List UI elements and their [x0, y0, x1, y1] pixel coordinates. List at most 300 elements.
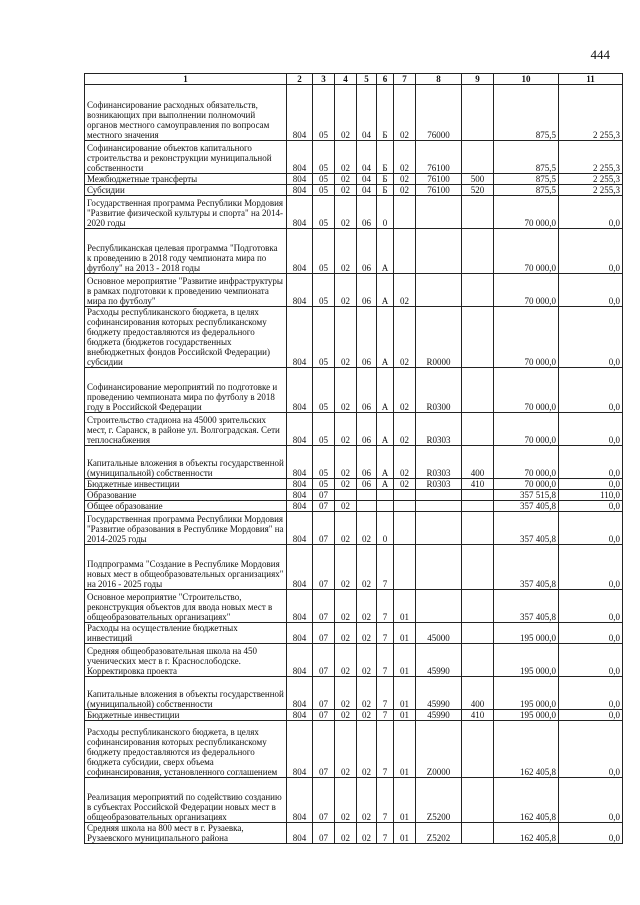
cell-c11: 0,0 — [559, 229, 623, 274]
row-name: Субсидии — [85, 185, 287, 196]
cell-c7: 02 — [394, 446, 416, 479]
table-row — [85, 307, 623, 368]
row-name: Средняя общеобразовательная школа на 450 ученических мест в г. Краснослободске. Корректировка проекта — [85, 644, 287, 677]
cell-c2: 804 — [287, 721, 313, 778]
table-row — [85, 174, 623, 185]
cell-c11: 0,0 — [559, 479, 623, 490]
table-row — [85, 479, 623, 490]
cell-c4: 02 — [335, 307, 357, 368]
cell-c10: 875,5 — [494, 85, 559, 141]
table-row — [85, 823, 623, 844]
cell-c9 — [462, 545, 494, 590]
cell-c3: 07 — [313, 778, 335, 823]
cell-c8: 76100 — [416, 185, 462, 196]
cell-c5: 02 — [357, 823, 377, 844]
cell-c3: 05 — [313, 141, 335, 174]
cell-c8: Z0000 — [416, 721, 462, 778]
cell-c11: 2 255,3 — [559, 141, 623, 174]
cell-c5: 06 — [357, 413, 377, 446]
table-row — [85, 196, 623, 229]
table-row — [85, 229, 623, 274]
row-name: Строительство стадиона на 45000 зрительских мест, г. Саранск, в районе ул. Волгоградская. Сети теплоснабжения — [85, 413, 287, 446]
cell-c7: 01 — [394, 721, 416, 778]
cell-c10: 195 000,0 — [494, 710, 559, 721]
cell-c8: 45990 — [416, 644, 462, 677]
cell-c9 — [462, 307, 494, 368]
cell-c9 — [462, 490, 494, 501]
cell-c10: 357 405,8 — [494, 590, 559, 623]
cell-c7: 01 — [394, 644, 416, 677]
row-name: Расходы на осуществление бюджетных инвестиций — [85, 623, 287, 644]
table-row — [85, 413, 623, 446]
cell-c11: 110,0 — [559, 490, 623, 501]
cell-c10: 357 405,8 — [494, 501, 559, 512]
cell-c9: 410 — [462, 479, 494, 490]
cell-c2: 804 — [287, 174, 313, 185]
cell-c3: 07 — [313, 490, 335, 501]
row-name: Государственная программа Республики Мордовия "Развитие физической культуры и спорта" на 2014-2020 годы — [85, 196, 287, 229]
cell-c2: 804 — [287, 590, 313, 623]
cell-c10: 70 000,0 — [494, 274, 559, 307]
cell-c4: 02 — [335, 413, 357, 446]
cell-c3: 05 — [313, 413, 335, 446]
cell-c10: 162 405,8 — [494, 823, 559, 844]
cell-c11: 0,0 — [559, 778, 623, 823]
cell-c9 — [462, 501, 494, 512]
cell-c10: 70 000,0 — [494, 446, 559, 479]
cell-c6: А — [377, 446, 394, 479]
cell-c7: 02 — [394, 85, 416, 141]
cell-c6: А — [377, 307, 394, 368]
cell-c2: 804 — [287, 823, 313, 844]
cell-c11: 0,0 — [559, 196, 623, 229]
cell-c8: 76100 — [416, 141, 462, 174]
cell-c10: 195 000,0 — [494, 677, 559, 710]
cell-c2: 804 — [287, 677, 313, 710]
cell-c7 — [394, 501, 416, 512]
cell-c7: 02 — [394, 479, 416, 490]
cell-c6: 7 — [377, 721, 394, 778]
cell-c6: А — [377, 274, 394, 307]
cell-c9: 400 — [462, 677, 494, 710]
cell-c8: 45990 — [416, 710, 462, 721]
cell-c9: 410 — [462, 710, 494, 721]
cell-c8: 76100 — [416, 174, 462, 185]
column-header-6: 6 — [377, 74, 394, 85]
cell-c7 — [394, 196, 416, 229]
cell-c11: 0,0 — [559, 368, 623, 413]
cell-c3: 05 — [313, 85, 335, 141]
cell-c5: 06 — [357, 446, 377, 479]
table-row — [85, 141, 623, 174]
column-header-7: 7 — [394, 74, 416, 85]
cell-c8 — [416, 490, 462, 501]
table-row — [85, 710, 623, 721]
cell-c4: 02 — [335, 174, 357, 185]
cell-c6: А — [377, 479, 394, 490]
cell-c5: 02 — [357, 721, 377, 778]
cell-c6 — [377, 501, 394, 512]
cell-c10: 195 000,0 — [494, 623, 559, 644]
cell-c2: 804 — [287, 512, 313, 545]
cell-c5: 02 — [357, 644, 377, 677]
row-name: Образование — [85, 490, 287, 501]
cell-c9 — [462, 623, 494, 644]
cell-c6: 7 — [377, 590, 394, 623]
cell-c8: Z5202 — [416, 823, 462, 844]
budget-table — [84, 73, 623, 844]
cell-c3: 07 — [313, 590, 335, 623]
cell-c2: 804 — [287, 274, 313, 307]
row-name: Государственная программа Республики Мордовия "Развитие образования в Республике Мордовия" на 2014-2025 годы — [85, 512, 287, 545]
cell-c5: 02 — [357, 778, 377, 823]
cell-c4: 02 — [335, 141, 357, 174]
cell-c11: 0,0 — [559, 274, 623, 307]
cell-c6: 7 — [377, 545, 394, 590]
table-row — [85, 85, 623, 141]
cell-c4: 02 — [335, 229, 357, 274]
cell-c8 — [416, 501, 462, 512]
row-name: Расходы республиканского бюджета, в целях софинансирования которых республиканскому бюджету предоставляются из федерального бюджета субсидии, сверх объема софинансирования, установленного соглашением — [85, 721, 287, 778]
cell-c5: 04 — [357, 174, 377, 185]
cell-c7: 01 — [394, 710, 416, 721]
cell-c9: 520 — [462, 185, 494, 196]
cell-c2: 804 — [287, 623, 313, 644]
cell-c3: 07 — [313, 710, 335, 721]
cell-c5: 06 — [357, 307, 377, 368]
cell-c7 — [394, 512, 416, 545]
cell-c7: 02 — [394, 141, 416, 174]
cell-c8 — [416, 229, 462, 274]
cell-c7 — [394, 545, 416, 590]
cell-c2: 804 — [287, 141, 313, 174]
cell-c10: 70 000,0 — [494, 479, 559, 490]
row-name: Республиканская целевая программа "Подготовка к проведению в 2018 году чемпионата мира по футболу" на 2013 - 2018 годы — [85, 229, 287, 274]
cell-c8: R0303 — [416, 446, 462, 479]
cell-c5: 04 — [357, 141, 377, 174]
cell-c7: 02 — [394, 274, 416, 307]
cell-c6: А — [377, 368, 394, 413]
cell-c6: Б — [377, 141, 394, 174]
cell-c4: 02 — [335, 274, 357, 307]
cell-c6: 7 — [377, 710, 394, 721]
cell-c8: 45000 — [416, 623, 462, 644]
table-row — [85, 274, 623, 307]
cell-c4: 02 — [335, 368, 357, 413]
table-row — [85, 644, 623, 677]
cell-c5: 06 — [357, 196, 377, 229]
row-name: Межбюджетные трансферты — [85, 174, 287, 185]
cell-c8 — [416, 512, 462, 545]
cell-c9 — [462, 229, 494, 274]
cell-c2: 804 — [287, 307, 313, 368]
cell-c3: 05 — [313, 479, 335, 490]
cell-c7: 01 — [394, 823, 416, 844]
row-name: Расходы республиканского бюджета, в целях софинансирования которых республиканскому бюджету предоставляются из федерального бюджета (бюджетов государственных внебюджетных фондов Российской Федерации) субсидии — [85, 307, 287, 368]
cell-c11: 0,0 — [559, 413, 623, 446]
cell-c6: 7 — [377, 677, 394, 710]
column-header-5: 5 — [357, 74, 377, 85]
cell-c9 — [462, 644, 494, 677]
cell-c11: 0,0 — [559, 823, 623, 844]
cell-c11: 0,0 — [559, 545, 623, 590]
cell-c4: 02 — [335, 721, 357, 778]
cell-c3: 07 — [313, 677, 335, 710]
cell-c2: 804 — [287, 479, 313, 490]
cell-c7: 02 — [394, 368, 416, 413]
cell-c7: 02 — [394, 174, 416, 185]
cell-c2: 804 — [287, 229, 313, 274]
cell-c4: 02 — [335, 501, 357, 512]
cell-c3: 05 — [313, 229, 335, 274]
cell-c5: 02 — [357, 623, 377, 644]
cell-c11: 2 255,3 — [559, 85, 623, 141]
cell-c2: 804 — [287, 710, 313, 721]
cell-c5: 06 — [357, 368, 377, 413]
table-row — [85, 446, 623, 479]
cell-c3: 05 — [313, 307, 335, 368]
cell-c7: 02 — [394, 413, 416, 446]
cell-c2: 804 — [287, 368, 313, 413]
cell-c8 — [416, 274, 462, 307]
row-name: Реализация мероприятий по содействию созданию в субъектах Российской Федерации новых мест в общеобразовательных организациях — [85, 778, 287, 823]
table-row — [85, 501, 623, 512]
cell-c3: 07 — [313, 501, 335, 512]
cell-c3: 05 — [313, 274, 335, 307]
cell-c4: 02 — [335, 590, 357, 623]
cell-c7: 01 — [394, 677, 416, 710]
cell-c5: 06 — [357, 274, 377, 307]
cell-c11: 0,0 — [559, 446, 623, 479]
row-name: Основное мероприятие "Развитие инфраструктуры в рамках подготовки к проведению чемпионата мира по футболу" — [85, 274, 287, 307]
cell-c4: 02 — [335, 823, 357, 844]
cell-c6: 7 — [377, 623, 394, 644]
cell-c11: 0,0 — [559, 644, 623, 677]
column-header-2: 2 — [287, 74, 313, 85]
row-name: Бюджетные инвестиции — [85, 479, 287, 490]
cell-c5: 02 — [357, 710, 377, 721]
cell-c9 — [462, 823, 494, 844]
cell-c4: 02 — [335, 196, 357, 229]
cell-c7: 01 — [394, 623, 416, 644]
cell-c9 — [462, 590, 494, 623]
cell-c10: 162 405,8 — [494, 721, 559, 778]
cell-c7: 01 — [394, 778, 416, 823]
cell-c2: 804 — [287, 413, 313, 446]
cell-c9 — [462, 413, 494, 446]
row-name: Софинансирование расходных обязательств, возникающих при выполнении полномочий органов местного самоуправления по вопросам местного значения — [85, 85, 287, 141]
table-row — [85, 490, 623, 501]
cell-c11: 0,0 — [559, 677, 623, 710]
cell-c7: 02 — [394, 185, 416, 196]
cell-c9 — [462, 778, 494, 823]
cell-c4: 02 — [335, 644, 357, 677]
cell-c4 — [335, 490, 357, 501]
cell-c7 — [394, 229, 416, 274]
table-body — [85, 85, 623, 844]
cell-c11: 2 255,3 — [559, 174, 623, 185]
cell-c8: R0000 — [416, 307, 462, 368]
cell-c8: Z5200 — [416, 778, 462, 823]
cell-c6: Б — [377, 174, 394, 185]
cell-c9 — [462, 512, 494, 545]
column-header-10: 10 — [494, 74, 559, 85]
cell-c9 — [462, 274, 494, 307]
cell-c3: 07 — [313, 721, 335, 778]
cell-c6: 7 — [377, 644, 394, 677]
cell-c5: 02 — [357, 545, 377, 590]
table-row — [85, 590, 623, 623]
cell-c3: 05 — [313, 196, 335, 229]
cell-c10: 162 405,8 — [494, 778, 559, 823]
cell-c2: 804 — [287, 185, 313, 196]
cell-c2: 804 — [287, 196, 313, 229]
cell-c3: 05 — [313, 368, 335, 413]
cell-c7: 02 — [394, 307, 416, 368]
cell-c10: 875,5 — [494, 185, 559, 196]
table-row — [85, 512, 623, 545]
cell-c8: 45990 — [416, 677, 462, 710]
cell-c5: 02 — [357, 677, 377, 710]
cell-c2: 804 — [287, 778, 313, 823]
cell-c9 — [462, 141, 494, 174]
cell-c5: 02 — [357, 512, 377, 545]
cell-c5: 04 — [357, 85, 377, 141]
cell-c11: 0,0 — [559, 307, 623, 368]
cell-c6 — [377, 490, 394, 501]
cell-c4: 02 — [335, 623, 357, 644]
cell-c9: 500 — [462, 174, 494, 185]
cell-c2: 804 — [287, 446, 313, 479]
cell-c9: 400 — [462, 446, 494, 479]
cell-c8 — [416, 590, 462, 623]
row-name: Основное мероприятие "Строительство, реконструкция объектов для ввода новых мест в общеобразовательных организациях" — [85, 590, 287, 623]
page-number: 444 — [590, 47, 610, 62]
row-name: Бюджетные инвестиции — [85, 710, 287, 721]
cell-c10: 70 000,0 — [494, 229, 559, 274]
cell-c6: А — [377, 229, 394, 274]
column-header-4: 4 — [335, 74, 357, 85]
cell-c11: 0,0 — [559, 590, 623, 623]
cell-c4: 02 — [335, 545, 357, 590]
cell-c3: 07 — [313, 644, 335, 677]
cell-c11: 0,0 — [559, 721, 623, 778]
cell-c6: А — [377, 413, 394, 446]
row-name: Средняя школа на 800 мест в г. Рузаевка, Рузаевского муниципального района — [85, 823, 287, 844]
column-header-9: 9 — [462, 74, 494, 85]
cell-c6: Б — [377, 85, 394, 141]
row-name: Капитальные вложения в объекты государственной (муниципальной) собственности — [85, 446, 287, 479]
cell-c3: 05 — [313, 185, 335, 196]
cell-c3: 07 — [313, 623, 335, 644]
cell-c6: Б — [377, 185, 394, 196]
cell-c4: 02 — [335, 677, 357, 710]
table-row — [85, 778, 623, 823]
table-row — [85, 677, 623, 710]
row-name: Капитальные вложения в объекты государственной (муниципальной) собственности — [85, 677, 287, 710]
cell-c8 — [416, 545, 462, 590]
cell-c11: 2 255,3 — [559, 185, 623, 196]
table-header-row — [85, 74, 623, 85]
cell-c10: 875,5 — [494, 174, 559, 185]
cell-c4: 02 — [335, 512, 357, 545]
table-row — [85, 623, 623, 644]
cell-c5: 06 — [357, 479, 377, 490]
row-name: Подпрограмма "Создание в Республике Мордовия новых мест в общеобразовательных организациях" на 2016 - 2025 годы — [85, 545, 287, 590]
table-row — [85, 185, 623, 196]
row-name: Софинансирование объектов капитального строительства и реконструкции муниципальной собственности — [85, 141, 287, 174]
cell-c3: 05 — [313, 446, 335, 479]
cell-c9 — [462, 196, 494, 229]
cell-c10: 195 000,0 — [494, 644, 559, 677]
cell-c3: 07 — [313, 545, 335, 590]
cell-c8: R0303 — [416, 479, 462, 490]
column-header-1: 1 — [85, 74, 287, 85]
cell-c6: 7 — [377, 778, 394, 823]
cell-c4: 02 — [335, 85, 357, 141]
cell-c9 — [462, 721, 494, 778]
cell-c4: 02 — [335, 446, 357, 479]
cell-c5 — [357, 501, 377, 512]
cell-c10: 357 515,8 — [494, 490, 559, 501]
cell-c10: 70 000,0 — [494, 196, 559, 229]
cell-c2: 804 — [287, 545, 313, 590]
cell-c5: 06 — [357, 229, 377, 274]
cell-c6: 0 — [377, 196, 394, 229]
cell-c10: 70 000,0 — [494, 413, 559, 446]
cell-c5 — [357, 490, 377, 501]
cell-c10: 875,5 — [494, 141, 559, 174]
cell-c4: 02 — [335, 479, 357, 490]
column-header-3: 3 — [313, 74, 335, 85]
cell-c8: R0300 — [416, 368, 462, 413]
cell-c11: 0,0 — [559, 710, 623, 721]
cell-c4: 02 — [335, 778, 357, 823]
cell-c6: 7 — [377, 823, 394, 844]
cell-c8 — [416, 196, 462, 229]
cell-c2: 804 — [287, 644, 313, 677]
column-header-11: 11 — [559, 74, 623, 85]
cell-c2: 804 — [287, 85, 313, 141]
row-name: Общее образование — [85, 501, 287, 512]
cell-c7 — [394, 490, 416, 501]
cell-c8: R0303 — [416, 413, 462, 446]
cell-c4: 02 — [335, 710, 357, 721]
cell-c10: 70 000,0 — [494, 368, 559, 413]
row-name: Софинансирование мероприятий по подготовке и проведению чемпионата мира по футболу в 2018 году в Российской Федерации — [85, 368, 287, 413]
cell-c8: 76000 — [416, 85, 462, 141]
cell-c9 — [462, 368, 494, 413]
cell-c10: 70 000,0 — [494, 307, 559, 368]
table-row — [85, 545, 623, 590]
cell-c10: 357 405,8 — [494, 545, 559, 590]
cell-c11: 0,0 — [559, 623, 623, 644]
cell-c6: 0 — [377, 512, 394, 545]
cell-c5: 04 — [357, 185, 377, 196]
table-row — [85, 368, 623, 413]
cell-c2: 804 — [287, 490, 313, 501]
cell-c9 — [462, 85, 494, 141]
cell-c2: 804 — [287, 501, 313, 512]
cell-c7: 01 — [394, 590, 416, 623]
cell-c3: 07 — [313, 512, 335, 545]
cell-c4: 02 — [335, 185, 357, 196]
column-header-8: 8 — [416, 74, 462, 85]
cell-c3: 07 — [313, 823, 335, 844]
cell-c10: 357 405,8 — [494, 512, 559, 545]
cell-c5: 02 — [357, 590, 377, 623]
table-row — [85, 721, 623, 778]
